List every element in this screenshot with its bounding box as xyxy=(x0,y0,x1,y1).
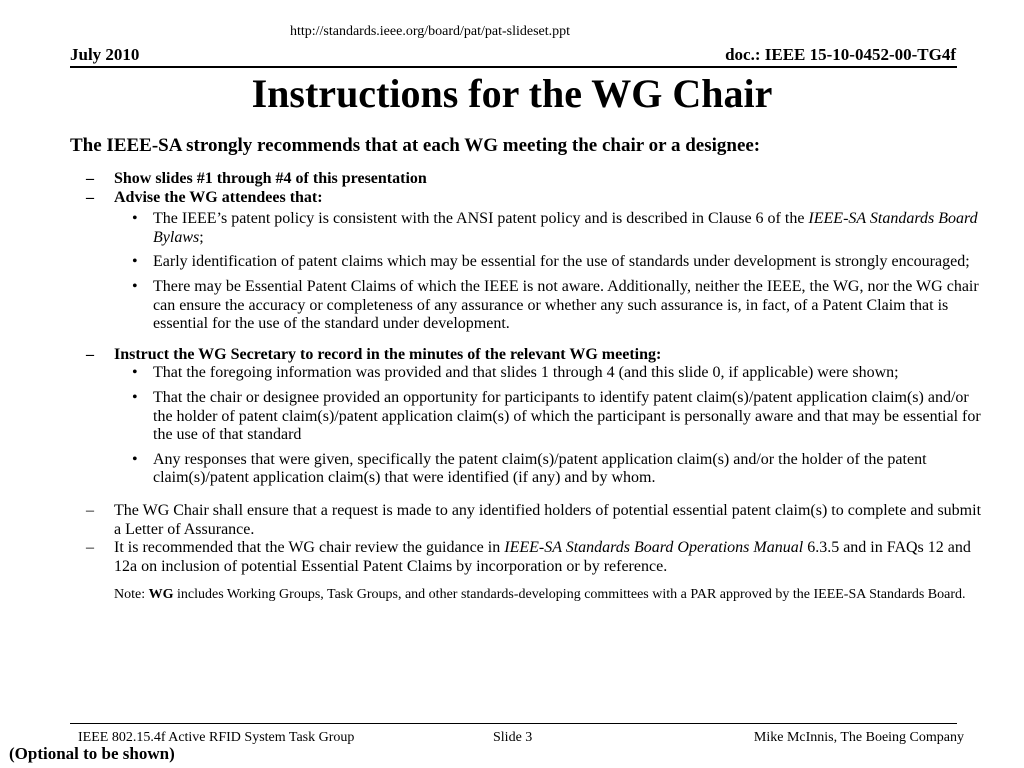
bullet-marker: • xyxy=(132,277,138,295)
header-doc-id: doc.: IEEE 15-10-0452-00-TG4f xyxy=(725,45,956,64)
list-item xyxy=(70,189,982,208)
dash-marker: – xyxy=(86,170,94,187)
sub-list-item xyxy=(70,278,982,334)
bullet-marker: • xyxy=(132,450,138,468)
note-label: Note: xyxy=(114,587,146,603)
sub-list-item xyxy=(70,253,982,272)
item-text: Show slides #1 through #4 of this presentation xyxy=(114,170,427,187)
footnote xyxy=(70,586,982,603)
dash-marker: – xyxy=(86,501,94,519)
dash-marker: – xyxy=(86,539,94,557)
item-text: Advise the WG attendees that: xyxy=(114,188,323,206)
footer-author: Mike McInnis, The Boeing Company xyxy=(753,730,964,745)
source-url: http://standards.ieee.org/board/pat/pat-slideset.ppt xyxy=(289,24,571,39)
item-text: That the chair or designee provided an opportunity for participants to identify patent claim(s)/patent application claim(s) and/or the holder of patent claim(s)/patent application claim(s) of which the participant is personally aware and that may be essential for the use of that standard xyxy=(153,388,981,444)
item-text: Early identification of patent claims which may be essential for the use of standards under development is strongly encouraged; xyxy=(153,253,970,271)
bullet-marker: • xyxy=(132,210,138,228)
list-item xyxy=(70,539,982,576)
item-text-end: 6.3.5 and in FAQs 12 and 12a on inclusion of potential Essential Patent Claims by incorporation or by reference. xyxy=(114,539,971,575)
item-text: The IEEE’s patent policy is consistent with the ANSI patent policy and is described in Clause 6 of the xyxy=(153,210,805,228)
slide-title: Instructions for the WG Chair xyxy=(251,71,773,116)
sub-list-item xyxy=(70,364,982,383)
dash-marker: – xyxy=(86,188,94,206)
item-text: That the foregoing information was provided and that slides 1 through 4 (and this slide 0, if applicable) were shown; xyxy=(153,364,899,382)
item-text: Instruct the WG Secretary to record in the minutes of the relevant WG meeting: xyxy=(114,345,662,363)
footer-slide-number: Slide 3 xyxy=(493,730,533,745)
sub-list-item xyxy=(70,210,982,247)
item-text-end: ; xyxy=(199,228,204,246)
item-text: It is recommended that the WG chair review the guidance in xyxy=(114,539,501,557)
bylaws-title: IEEE-SA Standards Board Bylaws xyxy=(153,210,978,246)
bullet-marker: • xyxy=(132,388,138,406)
sub-list-item xyxy=(70,451,982,488)
item-text: There may be Essential Patent Claims of which the IEEE is not aware. Additionally, neither the IEEE, the WG, nor the WG chair can ensure the accuracy or completeness of any assurance or whether any such assurance is, in fact, of a Patent Claim that is essential for the use of the standard under development. xyxy=(153,277,979,333)
sub-list-item xyxy=(70,389,982,445)
operations-manual-title: IEEE-SA Standards Board Operations Manual xyxy=(504,539,804,557)
dash-marker: – xyxy=(86,345,94,363)
footer-group: IEEE 802.15.4f Active RFID System Task Group xyxy=(78,730,355,745)
optional-note: (Optional to be shown) xyxy=(9,744,175,763)
item-text: Any responses that were given, specifically the patent claim(s)/patent application claim(s) and/or the holder of the patent claim(s)/patent application claim(s) that were identified (if any) and by whom. xyxy=(153,450,927,487)
list-item xyxy=(70,170,982,189)
header-date: July 2010 xyxy=(70,45,140,64)
note-term: WG xyxy=(148,587,174,603)
bullet-marker: • xyxy=(132,364,138,382)
item-text: The WG Chair shall ensure that a request is made to any identified holders of potential essential patent claim(s) to complete and submit a Letter of Assurance. xyxy=(114,501,982,538)
note-text: includes Working Groups, Task Groups, and other standards-developing committees with a PAR approved by the IEEE-SA Standards Board. xyxy=(177,587,966,603)
slide-body xyxy=(70,170,982,603)
footer-rule xyxy=(70,723,957,724)
list-item xyxy=(70,346,982,365)
slide-intro: The IEEE-SA strongly recommends that at each WG meeting the chair or a designee: xyxy=(70,135,761,156)
list-item xyxy=(70,502,982,539)
header-rule xyxy=(70,66,957,68)
bullet-marker: • xyxy=(132,253,138,271)
